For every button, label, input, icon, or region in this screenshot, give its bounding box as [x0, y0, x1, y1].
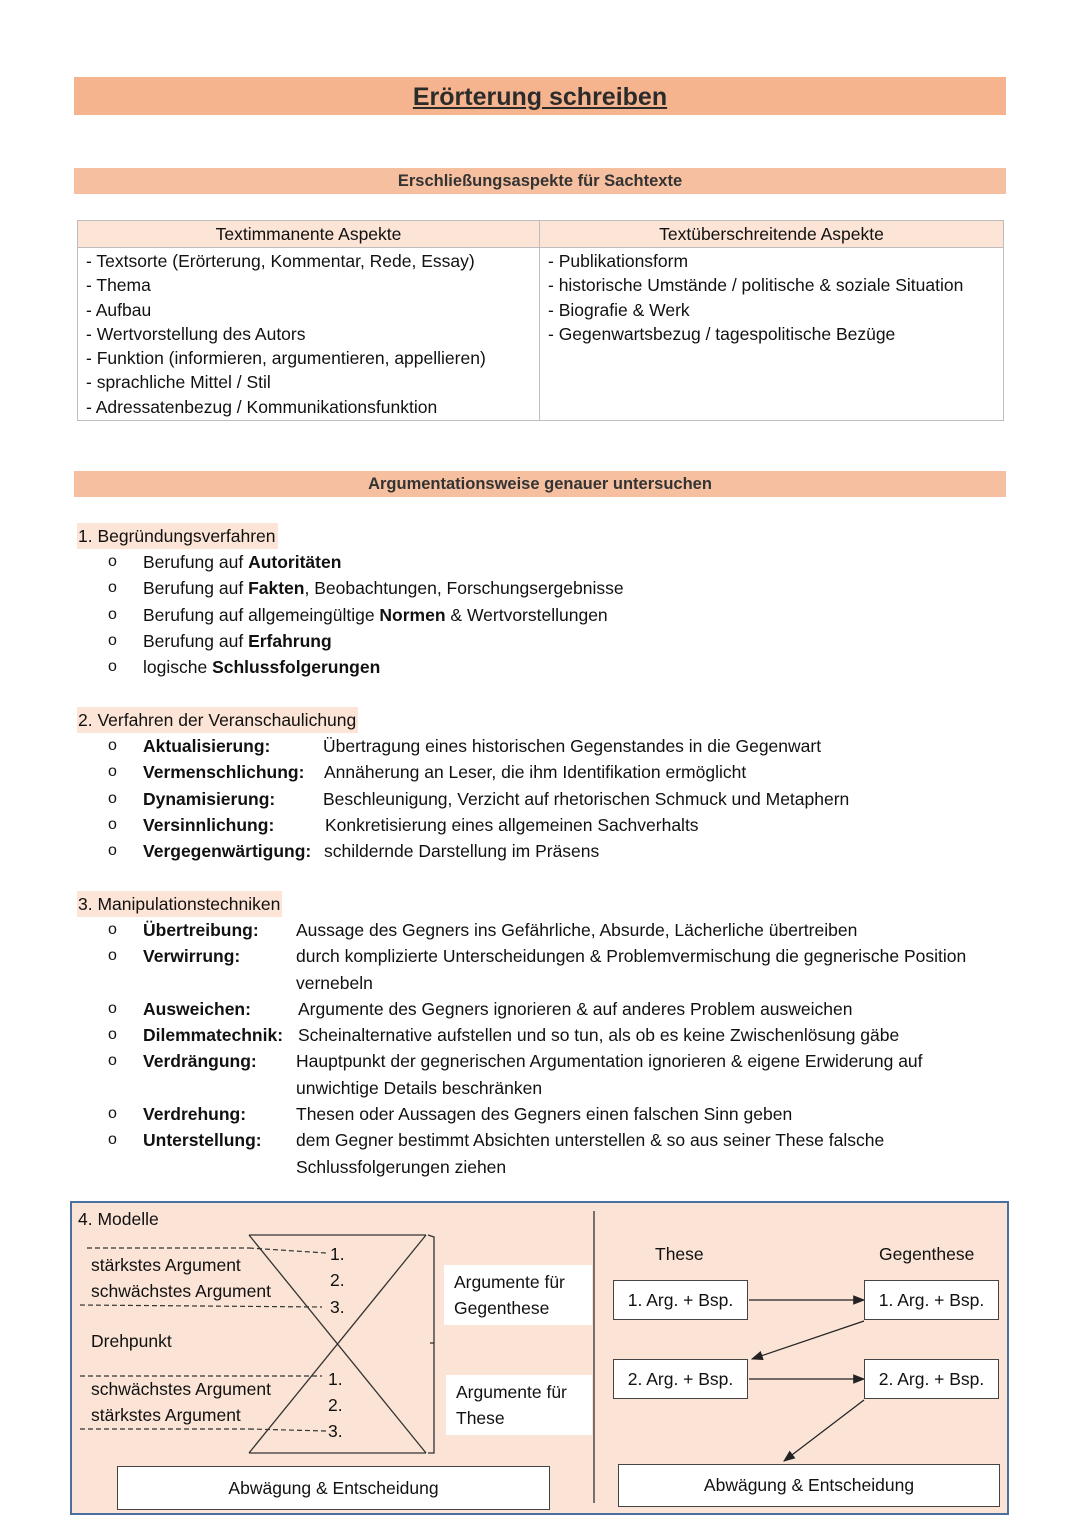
- bracket-lines: [428, 1235, 434, 1453]
- bullet-icon: o: [108, 605, 117, 623]
- bullet-icon: o: [108, 947, 117, 965]
- item-text: Berufung auf allgemeingültige: [143, 604, 380, 625]
- aspects-table: [77, 220, 1004, 421]
- item-keyword: Normen: [379, 604, 446, 625]
- table-cell-textimmanent: [78, 248, 540, 421]
- arrow-lines: [749, 1300, 864, 1461]
- section-heading: Argumentationsweise genauer untersuchen: [368, 475, 712, 493]
- list-item: - Publikationsform: [548, 251, 689, 271]
- page-title: Erörterung schreiben: [412, 83, 668, 111]
- list-item: - Aufbau: [86, 299, 152, 320]
- list-item: [108, 1048, 1008, 1101]
- item-keyword: Autoritäten: [248, 552, 342, 572]
- item-label: Ausweichen:: [143, 998, 251, 1019]
- section-heading: Erschließungsaspekte für Sachtexte: [397, 172, 683, 190]
- list-item: - Adressatenbezug / Kommunikationsfunktion: [86, 396, 438, 417]
- item-label: Verdrängung:: [143, 1051, 257, 1072]
- table-header: Textüberschreitende Aspekte: [540, 221, 1004, 248]
- bullet-icon: o: [108, 658, 117, 676]
- box-thesis-arg-2: 2. Arg. + Bsp.: [613, 1359, 748, 1399]
- item-label: Verdrehung:: [143, 1104, 247, 1125]
- item-text: Berufung auf: [143, 552, 249, 572]
- item-text: Berufung auf: [143, 578, 249, 599]
- label-antithesis: Gegenthese: [879, 1244, 975, 1264]
- label-strongest: stärkstes Argument: [91, 1255, 241, 1275]
- number-label: 3.: [328, 1421, 343, 1441]
- list-manipulationstechniken: [108, 917, 1008, 1180]
- number-label: 2.: [330, 1270, 345, 1290]
- bullet-icon: o: [108, 842, 117, 860]
- bullet-icon: o: [108, 1026, 117, 1044]
- list-item: [108, 1022, 1008, 1048]
- section-heading-bar: [74, 168, 1006, 194]
- list-item: [108, 943, 1008, 996]
- bullet-icon: o: [108, 999, 117, 1017]
- item-keyword: Schlussfolgerungen: [212, 657, 381, 678]
- item-text: Scheinalternative aufstellen und so tun, als ob es keine Zwischenlösung gäbe: [298, 1025, 900, 1046]
- bullet-icon: o: [108, 737, 117, 754]
- item-text: Argumente des Gegners ignorieren & auf anderes Problem ausweichen: [298, 998, 853, 1019]
- list-item: - Textsorte (Erörterung, Kommentar, Rede, Essay): [86, 251, 475, 271]
- item-text: Annäherung an Leser, die ihm Identifikation ermöglicht: [324, 762, 747, 783]
- item-text: schildernde Darstellung im Präsens: [324, 841, 600, 862]
- number-label: 3.: [330, 1297, 345, 1317]
- list-veranschaulichung: [108, 733, 1008, 864]
- item-keyword: Fakten: [248, 578, 305, 599]
- list-item: [108, 759, 1008, 785]
- label-weakest: schwächstes Argument: [91, 1379, 271, 1399]
- item-label: Dilemmatechnik:: [143, 1025, 284, 1046]
- bullet-icon: o: [108, 553, 117, 570]
- label-strongest: stärkstes Argument: [91, 1405, 241, 1425]
- models-heading: 4. Modelle: [78, 1209, 159, 1229]
- item-text: Hauptpunkt der gegnerischen Argumentation ignorieren & eigene Erwiderung auf unwichtige Details beschränken: [296, 1051, 923, 1098]
- item-text: Berufung auf: [143, 630, 249, 651]
- list-item: - Thema: [86, 275, 151, 296]
- number-label: 1.: [328, 1369, 343, 1389]
- item-text: Aussage des Gegners ins Gefährliche, Absurde, Lächerliche übertreiben: [296, 920, 858, 940]
- number-label: 2.: [328, 1395, 343, 1415]
- list-item: [108, 1127, 1008, 1180]
- bullet-icon: o: [108, 789, 117, 807]
- bullet-icon: o: [108, 1105, 117, 1123]
- label-thesis: These: [655, 1244, 704, 1264]
- box-arguments-antithesis: Argumente für Gegenthese: [444, 1265, 592, 1325]
- number-label: 1.: [330, 1244, 345, 1264]
- subsection-heading: 3. Manipulationstechniken: [77, 891, 282, 917]
- item-label: Dynamisierung:: [143, 788, 276, 809]
- item-label: Aktualisierung:: [143, 736, 271, 756]
- item-text: Thesen oder Aussagen des Gegners einen falschen Sinn geben: [296, 1104, 793, 1125]
- item-text: logische: [143, 657, 213, 678]
- list-item: [108, 917, 1008, 943]
- item-label: Versinnlichung:: [143, 814, 275, 835]
- title-bar: [74, 77, 1006, 115]
- item-label: Vergegenwärtigung:: [143, 841, 312, 862]
- box-thesis-arg-1: 1. Arg. + Bsp.: [613, 1280, 748, 1320]
- table-cell-textueberschreitend: [540, 248, 1004, 421]
- item-text: durch komplizierte Unterscheidungen & Problemvermischung die gegnerische Position vernebeln: [296, 946, 967, 993]
- list-item: - Funktion (informieren, argumentieren, appellieren): [86, 348, 486, 369]
- bullet-icon: o: [108, 631, 117, 649]
- list-item: - Biografie & Werk: [548, 299, 690, 320]
- bullet-icon: o: [108, 815, 117, 833]
- box-conclusion-left: Abwägung & Entscheidung: [117, 1466, 550, 1510]
- bullet-icon: o: [108, 921, 117, 938]
- box-arguments-thesis: Argumente für These: [446, 1375, 592, 1435]
- list-item: - historische Umstände / politische & soziale Situation: [548, 275, 964, 296]
- label-weakest: schwächstes Argument: [91, 1281, 271, 1301]
- item-label: Übertreibung:: [143, 920, 259, 940]
- bullet-icon: o: [108, 579, 117, 597]
- list-item: [108, 786, 1008, 812]
- item-text: dem Gegner bestimmt Absichten unterstellen & so aus seiner These falsche Schlussfolgerungen ziehen: [296, 1130, 885, 1177]
- models-panel: [70, 1201, 1009, 1515]
- item-label: Unterstellung:: [143, 1130, 262, 1151]
- label-pivot: Drehpunkt: [91, 1331, 172, 1351]
- bullet-icon: o: [108, 1052, 117, 1070]
- list-item: [108, 812, 1008, 838]
- item-text: & Wertvorstellungen: [445, 604, 608, 625]
- item-text: Beschleunigung, Verzicht auf rhetorischen Schmuck und Metaphern: [323, 788, 850, 809]
- list-item: [108, 838, 1008, 864]
- list-item: - Gegenwartsbezug / tagespolitische Bezüge: [548, 323, 896, 344]
- item-keyword: Erfahrung: [248, 630, 332, 651]
- table-header: Textimmanente Aspekte: [78, 221, 540, 248]
- item-text: Übertragung eines historischen Gegenstandes in die Gegenwart: [323, 736, 822, 756]
- bullet-icon: o: [108, 1131, 117, 1149]
- list-item: - sprachliche Mittel / Stil: [86, 372, 271, 393]
- section-heading-bar: [74, 471, 1006, 497]
- box-antithesis-arg-1: 1. Arg. + Bsp.: [864, 1280, 999, 1320]
- box-conclusion-right: Abwägung & Entscheidung: [618, 1464, 1000, 1507]
- item-text: Konkretisierung eines allgemeinen Sachverhalts: [325, 814, 699, 835]
- subsection-heading: 1. Begründungsverfahren: [77, 523, 278, 549]
- box-antithesis-arg-2: 2. Arg. + Bsp.: [864, 1359, 999, 1399]
- list-item: [108, 996, 1008, 1022]
- list-item: [108, 733, 1008, 759]
- item-label: Verwirrung:: [143, 946, 241, 967]
- list-item: [108, 1101, 1008, 1127]
- item-label: Vermenschlichung:: [143, 762, 305, 783]
- subsection-heading: 2. Verfahren der Veranschaulichung: [77, 707, 358, 733]
- bullet-icon: o: [108, 763, 117, 781]
- list-item: - Wertvorstellung des Autors: [86, 323, 306, 344]
- item-text: , Beobachtungen, Forschungsergebnisse: [304, 578, 624, 599]
